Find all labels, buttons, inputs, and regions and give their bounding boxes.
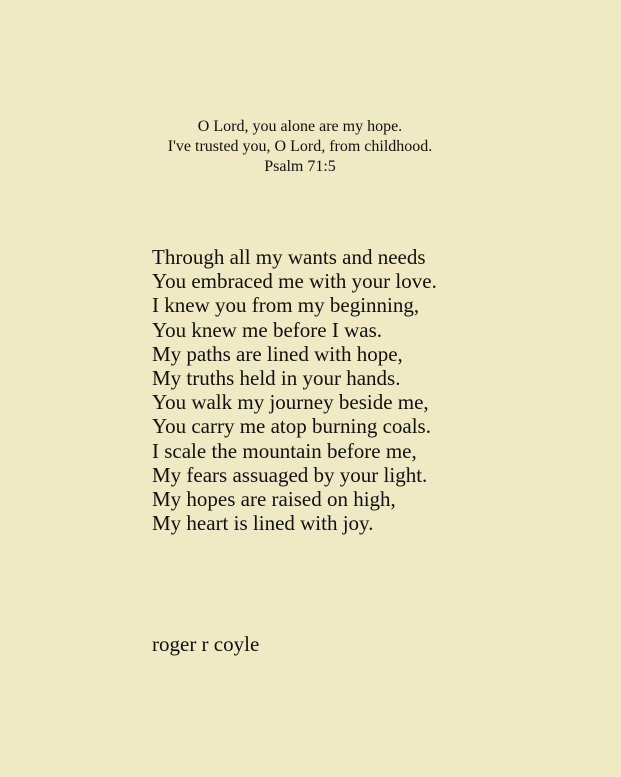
poem-line: My truths held in your hands. xyxy=(152,366,401,391)
poem-line: You knew me before I was. xyxy=(152,317,382,342)
epigraph-line: O Lord, you alone are my hope. xyxy=(197,118,403,135)
poem-line: I scale the mountain before me, xyxy=(152,438,417,463)
epigraph-citation: Psalm 71:5 xyxy=(264,158,336,175)
poem-line: Through all my wants and needs xyxy=(152,245,426,269)
poem-line: You walk my journey beside me, xyxy=(152,390,429,415)
poem-line: I knew you from my beginning, xyxy=(152,293,420,318)
poem-line: My heart is lined with joy. xyxy=(152,511,374,536)
epigraph-line: I've trusted you, O Lord, from childhood. xyxy=(167,138,433,155)
poem-line: You embraced me with your love. xyxy=(152,269,437,294)
author-name: roger r coyle xyxy=(152,632,260,656)
poem-body xyxy=(152,245,437,535)
poem-line: My fears assuaged by your light. xyxy=(152,462,428,487)
poem-line: You carry me atop burning coals. xyxy=(152,414,431,439)
poem-line: My hopes are raised on high, xyxy=(152,487,396,512)
poem-line: My paths are lined with hope, xyxy=(152,341,403,366)
epigraph xyxy=(130,117,470,177)
